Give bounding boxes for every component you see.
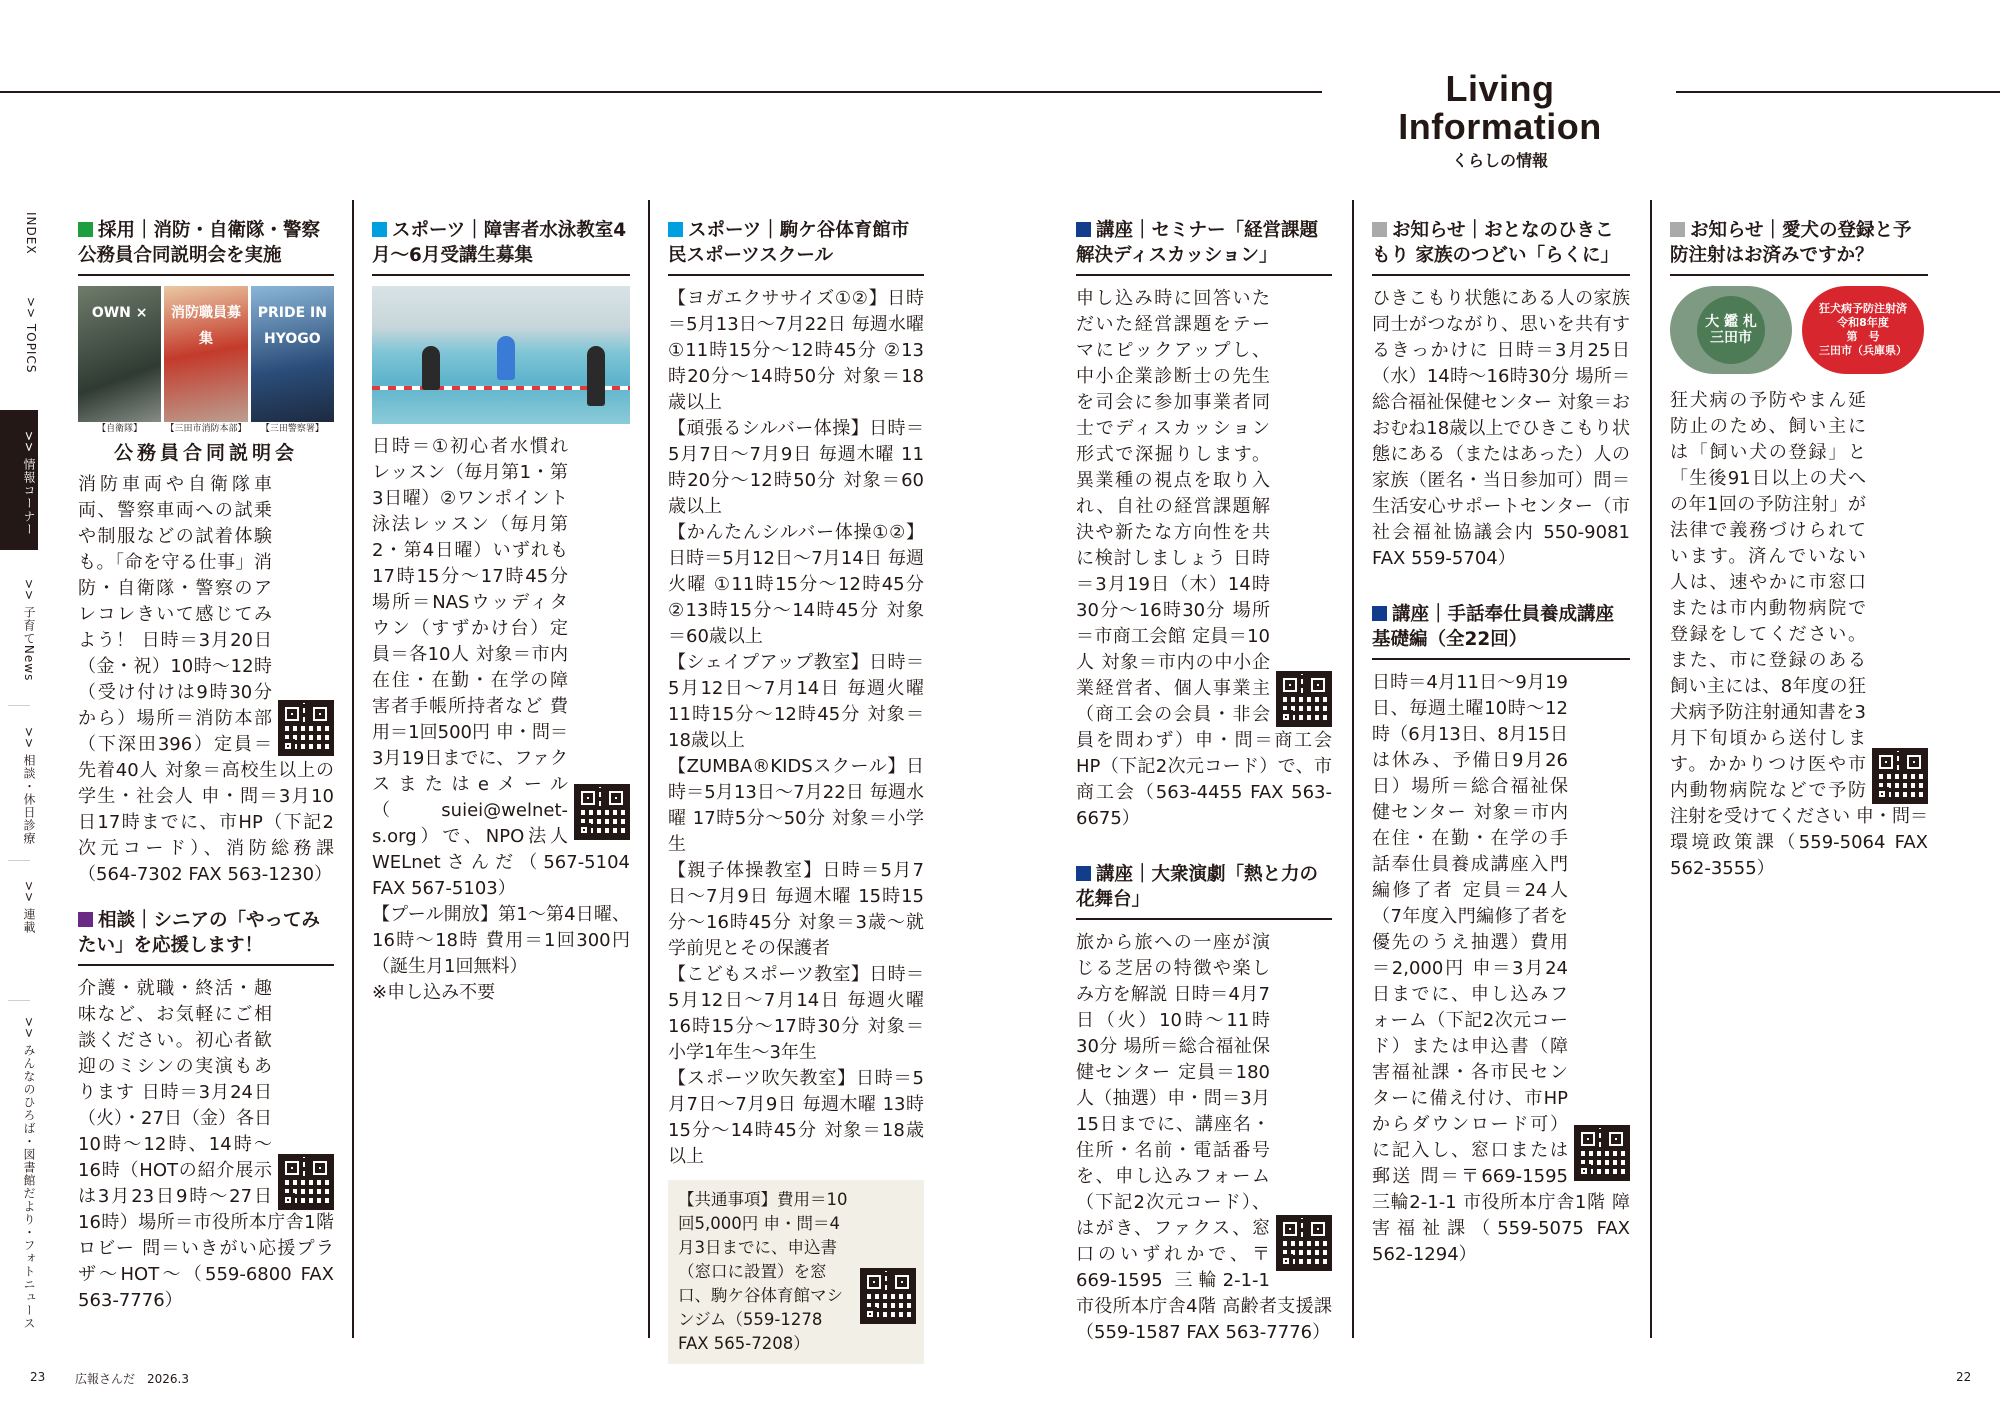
- category-square-icon: [78, 222, 93, 237]
- class-list-item: 【ヨガエクササイズ①②】日時＝5月13日〜7月22日 毎週水曜 ①11時15分〜12時45分 ②13時20分〜14時50分 対象＝18歳以上: [668, 288, 924, 413]
- rabies-vaccination-tag-icon: 狂犬病予防注射済 令和8年度 第 号 三田市（兵庫県）: [1802, 286, 1924, 374]
- qr-code-icon[interactable]: [1276, 671, 1332, 727]
- nav-item-rensai[interactable]: >> 連載: [22, 881, 36, 934]
- header-rule-right: [1676, 91, 2000, 93]
- article-column-2: [372, 218, 630, 1006]
- category-square-icon: [1670, 222, 1685, 237]
- nav-item-kosodate-news[interactable]: >> 子育てNews: [22, 579, 36, 682]
- article-heading: 相談｜シニアの「やってみたい」を応援します！: [78, 908, 334, 966]
- category-square-icon: [78, 912, 93, 927]
- article-heading: 講座｜手話奉仕員養成講座基礎編（全22回）: [1372, 602, 1630, 660]
- class-list-item: 【かんたんシルバー体操①②】日時＝5月12日〜7月14日 毎週火曜 ①11時15分〜12時45分 ②13時15分〜14時45分 対象＝60歳以上: [668, 522, 924, 647]
- publication-name: 広報さんだ 2026.3: [75, 1372, 189, 1386]
- page-title: [1340, 70, 1660, 171]
- side-navigation: [0, 195, 38, 1330]
- article-heading: 講座｜セミナー「経営課題解決ディスカッション」: [1076, 218, 1332, 276]
- class-list-item: 【ZUMBA®KIDSスクール】日時＝5月13日〜7月22日 毎週水曜 17時5分〜50分 対象＝小学生: [668, 756, 924, 855]
- qr-code-icon[interactable]: [278, 700, 334, 756]
- category-square-icon: [1372, 222, 1387, 237]
- article-body: 狂犬病の予防やまん延防止のため、飼い主には「飼い犬の登録」と「生後91日以上の犬への年1回の予防注射」が法律で義務づけられています。済んでいない人は、速やかに市窓口または市内動物病院で登録をしてください。また、市に登録のある飼い主には、8年度の狂犬病予防注射通知書を3月下旬頃から送付します。かかりつけ医や市内動物病院などで予防注射を受けてください 申・問＝環境政策課（559-5064 FAX 562-3555）: [1670, 390, 1928, 879]
- article-body: 介護・就職・終活・趣味など、お気軽にご相談ください。初心者歓迎のミシンの実演もあります 日時＝3月24日（火）・27日（金）各日10時〜12時、14時〜16時（HOTの紹介展示は3月23日9時〜27日16時）場所＝市役所本庁舎1階ロビー 問＝いきがい応援プラザ〜HOT〜（559-6800 FAX 563-7776）: [78, 978, 334, 1311]
- article-heading: スポーツ｜障害者水泳教室4月〜6月受講生募集: [372, 218, 630, 276]
- qr-code-icon[interactable]: [860, 1268, 916, 1324]
- page-title-en: Living Information: [1398, 68, 1602, 147]
- article-body: 申し込み時に回答いただいた経営課題をテーマにピックアップし、中小企業診断士の先生を司会に参加事業者同士でディスカッション形式で深掘りします。異業種の視点を取り入れ、自社の経営課題解決や新たな方向性を共に検討しましょう 日時＝3月19日（木）14時30分〜16時30分 場所＝市商工会館 定員＝10人 対象＝市内の中小企業経営者、個人事業主（商工会の会員・非会員を問わず）申・問＝商工会HP（下記2次元コード）で、市商工会（563-4455 FAX 563-6675）: [1076, 288, 1332, 829]
- poster-banner: 公務員合同説明会: [113, 442, 298, 464]
- page-title-ja: くらしの情報: [1451, 150, 1548, 170]
- class-list-item: 【スポーツ吹矢教室】日時＝5月7日〜7月9日 毎週木曜 13時15分〜14時45分 対象＝18歳以上: [668, 1068, 924, 1167]
- nav-separator: [8, 1000, 30, 1001]
- class-list-item: 【シェイプアップ教室】日時＝5月12日〜7月14日 毎週火曜 11時15分〜12時45分 対象＝18歳以上: [668, 652, 924, 751]
- article-heading: スポーツ｜駒ケ谷体育館市民スポーツスクール: [668, 218, 924, 276]
- nav-item-index[interactable]: INDEX: [24, 211, 38, 255]
- nav-separator: [8, 705, 30, 706]
- dog-tags-image: [1670, 286, 1928, 374]
- class-list-item: 【こどもスポーツ教室】日時＝5月12日〜7月14日 毎週火曜 16時15分〜17時30分 対象＝小学1年生〜3年生: [668, 964, 924, 1063]
- article-heading: 採用｜消防・自衛隊・警察公務員合同説明会を実施: [78, 218, 334, 276]
- article-heading: 講座｜大衆演劇「熱と力の花舞台」: [1076, 862, 1332, 920]
- dog-license-tag-icon: 大 鑑 札 三田市: [1670, 286, 1792, 374]
- category-square-icon: [372, 222, 387, 237]
- article-body: 旅から旅への一座が演じる芝居の特徴や楽しみ方を解説 日時＝4月7日（火）10時〜11時30分 場所＝総合福祉保健センター 定員＝180人（抽選）申・問＝3月15日までに、講座名・住所・名前・電話番号を、申し込みフォーム（下記2次元コード）、はがき、ファクス、窓口のいずれかで、〒669-1595 三輪2-1-1 市役所本庁舎4階 高齢者支援課（559-1587 FAX 563-7776）: [1076, 932, 1332, 1343]
- qr-code-icon[interactable]: [574, 784, 630, 840]
- category-square-icon: [668, 222, 683, 237]
- article-column-5: [1372, 218, 1630, 1268]
- article-column-3: [668, 218, 924, 1364]
- article-body: 日時＝4月11日〜9月19日、毎週土曜10時〜12時（6月13日、8月15日は休み、予備日9月26日）場所＝総合福祉保健センター 対象＝市内在住・在勤・在学の手話奉仕員養成講座入門編修了者 定員＝24人（7年度入門編修了者を優先のうえ抽選）費用＝2,000円 申＝3月24日までに、申し込みフォーム（下記2次元コード）または申込書（障害福祉課・各市民センターに備え付け、市HPからダウンロード可）に記入し、窓口または郵送 問＝〒669-1595 三輪2-1-1 市役所本庁舎1階 障害福祉課（559-5075 FAX 562-1294）: [1372, 672, 1630, 1265]
- header-rule-left: [0, 91, 1322, 93]
- poster-shobo: 消防職員募集 【三田市消防本部】: [164, 286, 247, 436]
- qr-code-icon[interactable]: [278, 1154, 334, 1210]
- category-square-icon: [1076, 222, 1091, 237]
- poster-jieitai: OWN × 【自衛隊】: [78, 286, 161, 436]
- article-body: ひきこもり状態にある人の家族同士がつながり、思いを共有するきっかけに 日時＝3月25日（水）14時〜16時30分 場所＝総合福祉保健センター 対象＝おおむね18歳以上でひきこもり状態にある（またはあった）人の家族（匿名・当日参加可）問＝生活安心サポートセンター（市社会福祉協議会内 550-9081 FAX 559-5704）: [1372, 288, 1630, 569]
- nav-item-minna-no-hiroba[interactable]: >> みんなのひろば・図書館だより・フォトニュース: [22, 1016, 36, 1330]
- qr-code-icon[interactable]: [1574, 1125, 1630, 1181]
- column-divider: [352, 200, 354, 1338]
- page-number-right: 22: [1956, 1370, 1972, 1384]
- nav-item-info-corner[interactable]: >> 情報コーナー: [0, 410, 38, 550]
- qr-code-icon[interactable]: [1872, 748, 1928, 804]
- class-list-item: 【頑張るシルバー体操】日時＝5月7日〜7月9日 毎週木曜 11時20分〜12時50分 対象＝60歳以上: [668, 418, 924, 517]
- article-column-1: [78, 218, 334, 1314]
- poster-keisatsu: PRIDE IN HYOGO 【三田警察署】: [251, 286, 334, 436]
- common-info-box: 【共通事項】費用＝10回5,000円 申・問＝4月3日までに、申込書（窓口に設置）を窓口、駒ケ谷体育館マシンジム（559-1278 FAX 565-7208）: [668, 1180, 924, 1364]
- swimming-class-photo: [372, 286, 630, 424]
- nav-item-topics[interactable]: >> TOPICS: [24, 296, 38, 374]
- article-body: 消防車両や自衛隊車両、警察車両への試乗や制服などの試着体験も。「命を守る仕事」消防・自衛隊・警察のアレコレきいて感じてみよう！ 日時＝3月20日（金・祝）10時〜12時（受け付けは9時30分から）場所＝消防本部（下深田396）定員＝先着40人 対象＝高校生以上の学生・社会人 申・問＝3月10日17時までに、市HP（下記2次元コード）、消防総務課（564-7302 FAX 563-1230）: [78, 474, 334, 885]
- article-column-4: [1076, 218, 1332, 1346]
- category-square-icon: [1372, 606, 1387, 621]
- column-divider: [1352, 200, 1354, 1338]
- article-heading: お知らせ｜おとなのひきこもり 家族のつどい「らくに」: [1372, 218, 1630, 276]
- article-heading: お知らせ｜愛犬の登録と予防注射はお済みですか？: [1670, 218, 1928, 276]
- article-column-6: [1670, 218, 1928, 882]
- column-divider: [648, 200, 650, 1338]
- article-body: 日時＝①初心者水慣れレッスン（毎月第1・第3日曜）②ワンポイント泳法レッスン（毎月第2・第4日曜）いずれも17時15分〜17時45分 場所＝NASウッディタウン（すずかけ台）定員＝各10人 対象＝市内在住・在勤・在学の障害者手帳所持者など 費用＝1回500円 申・問＝3月19日までに、ファクスまたはeメール（suiei@welnet-s.org）で、NPO法人WELnetさんだ（567-5104 FAX 567-5103）: [372, 436, 630, 899]
- nav-item-soudan[interactable]: >> 相談・休日診療: [22, 726, 36, 845]
- qr-code-icon[interactable]: [1276, 1215, 1332, 1271]
- pool-open-text: 【プール開放】第1〜第4日曜、16時〜18時 費用＝1回300円（誕生月1回無料）: [372, 904, 630, 977]
- recruitment-posters-photo: [78, 286, 334, 436]
- column-divider: [1650, 200, 1652, 1338]
- page-number-left: 23: [30, 1370, 46, 1384]
- no-registration-note: ※申し込み不要: [372, 982, 496, 1003]
- nav-separator: [8, 860, 30, 861]
- category-square-icon: [1076, 866, 1091, 881]
- class-list-item: 【親子体操教室】日時＝5月7日〜7月9日 毎週木曜 15時15分〜16時45分 対象＝3歳〜就学前児とその保護者: [668, 860, 924, 959]
